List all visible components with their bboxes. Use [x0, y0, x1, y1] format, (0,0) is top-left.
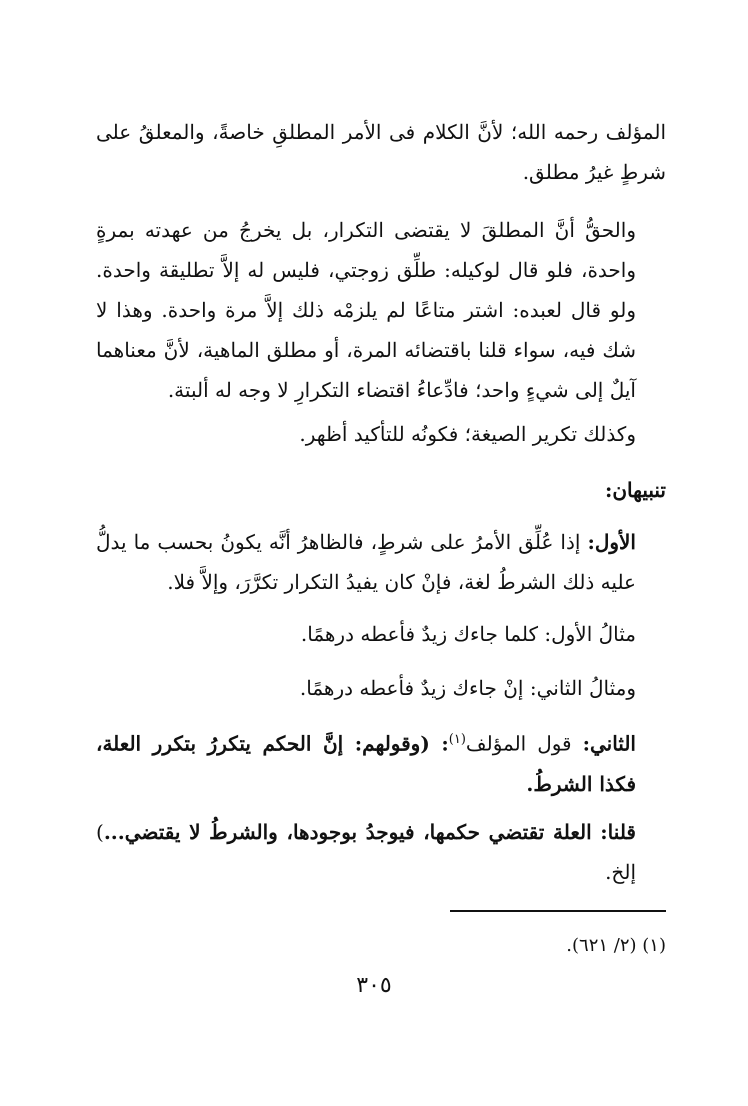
- first-note-text: إذا عُلِّق الأمرُ على شرطٍ، فالظاهرُ أنَّه يكونُ بحسب ما يدلُّ عليه ذلك الشرطُ لغة، فإنْ كان يفيدُ التكرار تكرَّرَ، وإلاَّ فلا.: [96, 530, 636, 594]
- second-note-label: الثاني:: [582, 731, 636, 756]
- second-note-quote: : (وقولهم: إنَّ الحكم يتكررُ بتكرر العلة، فكذا الشرطُ.: [96, 731, 636, 796]
- response-bold: قلنا: العلة تقتضي حكمها، فيوجدُ بوجودها، والشرطُ لا يقتضي...: [103, 820, 636, 844]
- first-note-label: الأول:: [587, 530, 636, 554]
- paragraph-main-argument: والحقُّ أنَّ المطلقَ لا يقتضى التكرار، بل يخرجُ من عهدته بمرةٍ واحدة، فلو قال لوكيله: طلِّق زوجتي، فليس له إلاَّ تطليقة واحدة. ولو قال لعبده: اشتر متاعًا لم يلزمْه ذلك إلاَّ مرة واحدة. وهذا لا شك فيه، سواء قلنا باقتضائه المرة، أو مطلق الماهية، لأنَّ معناهما آيلٌ إلى شيءٍ واحد؛ فادِّعاءُ اقتضاء التكرارِ لا وجه له ألبتة.: [96, 218, 636, 402]
- paragraph-response: [96, 812, 666, 892]
- footnote: (١) (٢/ ٦٢١).: [566, 935, 666, 956]
- second-note-text: قول المؤلف: [465, 731, 572, 756]
- response-tail: ) إلخ.: [96, 820, 636, 884]
- footnote-reference: (١): [448, 732, 466, 747]
- paragraph-second-note: [96, 720, 666, 804]
- paragraph-first-note: [96, 522, 666, 602]
- paragraph-continuation: المؤلف رحمه الله؛ لأنَّ الكلام فى الأمر المطلقِ خاصةً، والمعلقُ على شرطٍ غيرُ مطلق.: [96, 120, 666, 184]
- paragraph-repetition: وكذلك تكرير الصيغة؛ فكونُه للتأكيد أظهر.: [299, 422, 636, 446]
- section-heading: تنبيهان:: [604, 478, 666, 502]
- footnote-divider: [450, 910, 666, 912]
- example-first: مثالُ الأول: كلما جاءك زيدٌ فأعطه درهمًا.: [300, 622, 636, 646]
- example-second: ومثالُ الثاني: إنْ جاءك زيدٌ فأعطه درهمًا.: [299, 676, 636, 700]
- page-number: ٣٠٥: [356, 973, 392, 998]
